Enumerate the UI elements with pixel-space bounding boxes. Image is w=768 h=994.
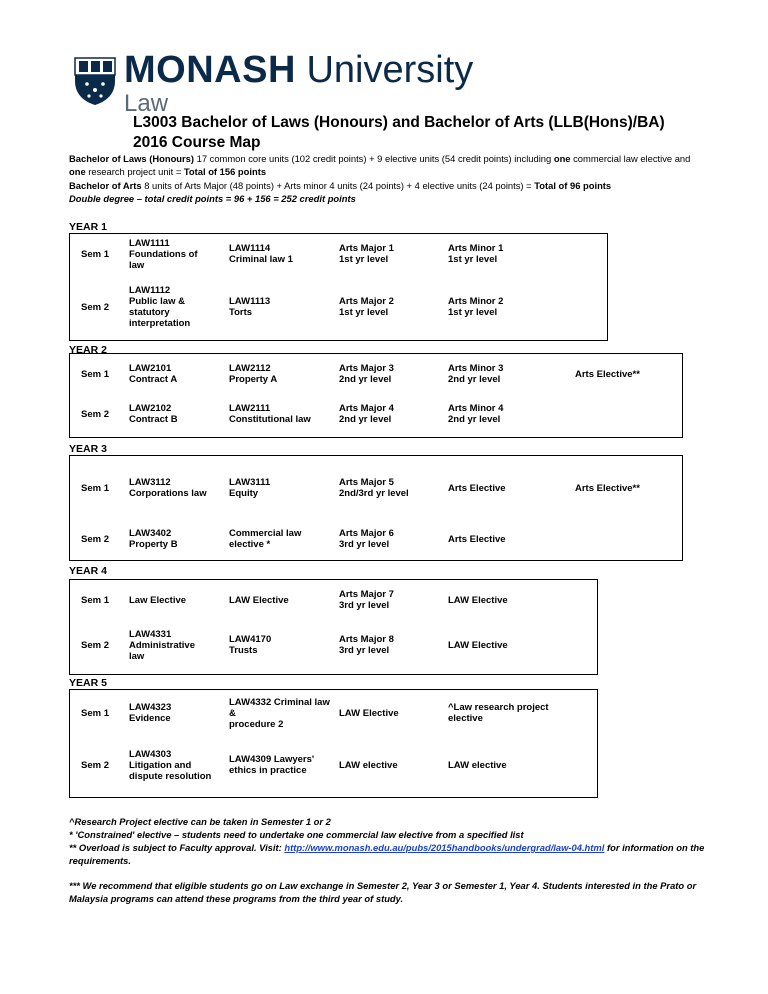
unit-cell: Arts Elective [448, 533, 506, 545]
semester-label: Sem 2 [81, 301, 109, 313]
unit-cell: Arts Minor 4 2nd yr level [448, 403, 504, 425]
unit-cell: LAW4331 Administrative law [129, 628, 195, 662]
unit-cell: LAW4170 Trusts [229, 634, 272, 656]
unit-cell: LAW Elective [448, 639, 508, 651]
semester-label: Sem 2 [81, 639, 109, 651]
unit-cell: LAW1113 Torts [229, 296, 271, 318]
unit-cell: LAW2101 Contract A [129, 363, 178, 385]
unit-cell: Arts Minor 1 1st yr level [448, 243, 504, 265]
year-label: YEAR 1 [69, 221, 107, 233]
unit-cell: LAW Elective [448, 594, 508, 606]
unit-cell: LAW2112 Property A [229, 363, 278, 385]
note-research: ^Research Project elective can be taken in Semester 1 or 2 [69, 816, 331, 827]
faculty-name: Law [124, 90, 169, 117]
unit-cell: ^Law research project elective [448, 702, 549, 724]
degree-summary: Bachelor of Laws (Honours) 17 common core units (102 credit points) + 9 elective units (54 credit points) including one commercial law elective and one research project unit = Total of 156 points Bachelor of Arts 8 units of Arts Major (48 points) + Arts minor 4 units (24 points) + 4 elective units (24 points) = Total of 96 points Double degree – total credit points = 96 + 156 = 252 credit points [69, 153, 691, 204]
semester-label: Sem 2 [81, 759, 109, 771]
unit-cell: Arts Elective** [575, 482, 640, 494]
unit-cell: Arts Major 2 1st yr level [339, 296, 394, 318]
semester-label: Sem 2 [81, 408, 109, 420]
unit-cell: LAW2102 Contract B [129, 403, 178, 425]
semester-label: Sem 1 [81, 707, 109, 719]
year-label: YEAR 3 [69, 443, 107, 455]
unit-cell: LAW4303 Litigation and dispute resolution [129, 748, 212, 782]
unit-cell: Arts Major 3 2nd yr level [339, 363, 394, 385]
unit-cell: Arts Minor 3 2nd yr level [448, 363, 504, 385]
unit-cell: LAW4332 Criminal law & procedure 2 [229, 696, 330, 730]
note-overload: ** Overload is subject to Faculty approval. Visit: http://www.monash.edu.au/pubs/2015handbooks/undergrad/law-04.html for information on the requirements. [69, 842, 705, 866]
unit-cell: LAW elective [448, 759, 507, 771]
unit-cell: Arts Minor 2 1st yr level [448, 296, 504, 318]
unit-cell: Arts Major 7 3rd yr level [339, 589, 394, 611]
unit-cell: LAW4323 Evidence [129, 702, 172, 724]
page-title: L3003 Bachelor of Laws (Honours) and Bachelor of Arts (LLB(Hons)/BA) 2016 Course Map [133, 114, 665, 151]
year-label: YEAR 5 [69, 677, 107, 689]
note-constrained: * 'Constrained' elective – students need to undertake one commercial law elective from a specified list [69, 829, 524, 840]
unit-cell: Arts Major 4 2nd yr level [339, 403, 394, 425]
year-label: YEAR 2 [69, 344, 107, 356]
semester-label: Sem 1 [81, 594, 109, 606]
unit-cell: LAW4309 Lawyers' ethics in practice [229, 754, 315, 776]
footnotes [69, 815, 719, 905]
unit-cell: LAW3112 Corporations law [129, 477, 207, 499]
unit-cell: LAW1112 Public law & statutory interpretation [129, 285, 191, 329]
unit-cell: LAW3111 Equity [229, 477, 271, 499]
brand-name: MONASH University [124, 49, 474, 91]
unit-cell: LAW elective [339, 759, 398, 771]
unit-cell: Law Elective [129, 594, 187, 606]
unit-cell: LAW1111 Foundations of law [129, 237, 198, 271]
unit-cell: LAW1114 Criminal law 1 [229, 243, 293, 265]
semester-label: Sem 1 [81, 368, 109, 380]
unit-cell: Arts Elective** [575, 368, 640, 380]
semester-label: Sem 1 [81, 482, 109, 494]
unit-cell: LAW2111 Constitutional law [229, 403, 311, 425]
unit-cell: Arts Major 5 2nd/3rd yr level [339, 477, 409, 499]
semester-label: Sem 2 [81, 533, 109, 545]
note-exchange: *** We recommend that eligible students go on Law exchange in Semester 2, Year 3 or Semester 1, Year 4. Students interested in the Prato or Malaysia programs can attend these programs from the third year of study. [69, 880, 697, 904]
monash-crest-icon [72, 55, 118, 107]
unit-cell: LAW Elective [339, 707, 399, 719]
unit-cell: LAW3402 Property B [129, 528, 178, 550]
year-label: YEAR 4 [69, 565, 107, 577]
unit-cell: Arts Major 8 3rd yr level [339, 634, 394, 656]
unit-cell: Commercial law elective * [229, 528, 302, 550]
unit-cell: Arts Major 6 3rd yr level [339, 528, 394, 550]
unit-cell: Arts Major 1 1st yr level [339, 243, 394, 265]
handbook-link[interactable]: http://www.monash.edu.au/pubs/2015handbooks/undergrad/law-04.html [284, 842, 605, 853]
unit-cell: Arts Elective [448, 482, 506, 494]
semester-label: Sem 1 [81, 248, 109, 260]
unit-cell: LAW Elective [229, 594, 289, 606]
